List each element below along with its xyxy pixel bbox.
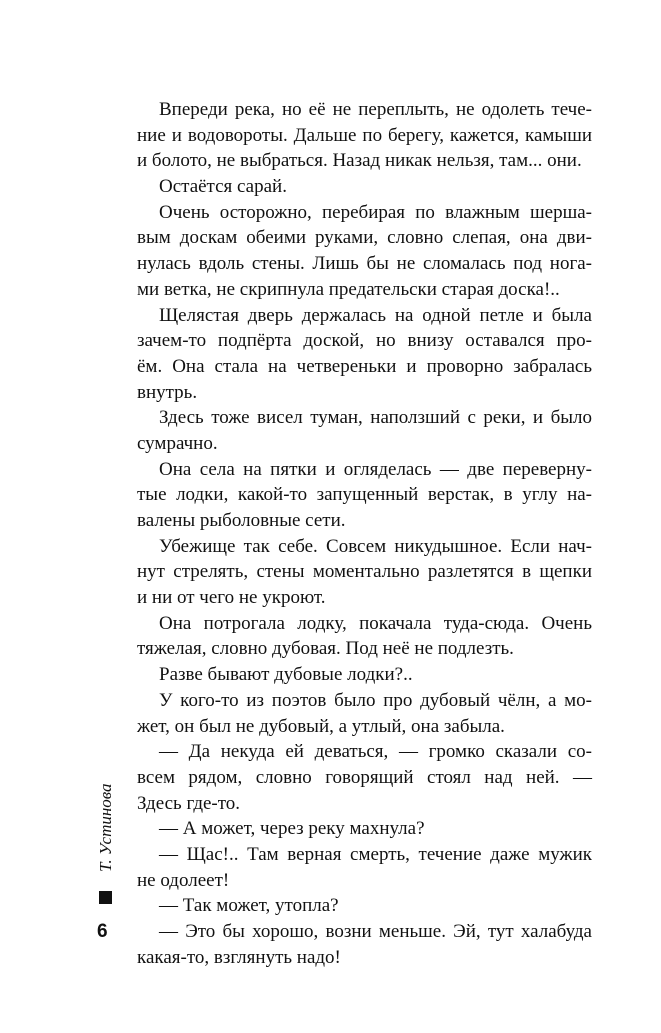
text-line: Щелястая дверь держалась на одной петле и была [159,304,592,326]
text-line: тые лодки, какой-то запущенный верстак, в углу на- [137,484,592,506]
text-line: ние и водовороты. Дальше по берегу, кажется, камыши [137,124,592,146]
text-line: — А может, через реку махнула? [159,818,425,840]
page-number: 6 [97,921,108,942]
text-line: Здесь тоже висел туман, наползший с реки, и было [159,407,592,429]
text-line: — Щас!.. Там верная смерть, течение даже мужик [159,843,592,865]
text-line: валены рыболовные сети. [137,510,346,531]
text-line: — Так может, утопла? [159,895,339,917]
text-line: сумрачно. [137,432,218,454]
text-line: Впереди река, но её не переплыть, не одолеть тече- [159,99,592,120]
text-line: Очень осторожно, перебирая по влажным шерша- [159,201,592,223]
page-marker-square [99,891,112,904]
body-text [137,97,592,970]
text-line: внутрь. [137,381,198,403]
text-line: Она потрогала лодку, покачала туда-сюда. Очень [159,612,592,634]
text-line: ём. Она стала на четвереньки и проворно забралась [137,355,592,377]
text-line: вым доскам обеими руками, словно слепая, она дви- [137,227,592,249]
text-line: тяжелая, словно дубовая. Под неё не подлезть. [137,638,514,660]
text-line: жет, он был не дубовый, а утлый, она забыла. [137,715,505,737]
text-line: — Да некуда ей деваться, — громко сказали со- [159,741,592,763]
text-line: У кого-то из поэтов было про дубовый чёлн, а мо- [159,689,592,711]
text-line: всем рядом, словно говорящий стоял над ней. — [137,766,592,788]
text-line: Она села на пятки и огляделась — две переверну- [159,458,592,480]
text-line: Разве бывают дубовые лодки?.. [159,664,413,686]
text-line: не одолеет! [137,869,230,891]
text-line: и болото, не выбраться. Назад никак нельзя, там... они. [137,150,582,172]
running-head-author: Т. Устинова [96,783,115,872]
text-line: Убежище так себе. Совсем никудышное. Если нач- [159,535,592,557]
text-line: какая-то, взглянуть надо! [137,946,341,968]
text-line: Остаётся сарай. [159,176,287,198]
text-line: нулась вдоль стены. Лишь бы не сломалась под нога- [137,253,592,275]
text-line: и ни от чего не укроют. [137,587,326,609]
text-line: Здесь где-то. [137,792,241,814]
text-line: нут стрелять, стены моментально разлетятся в щепки [137,561,592,583]
text-line: зачем-то подпёрта доской, но внизу оставался про- [137,330,592,352]
text-line: — Это бы хорошо, возни меньше. Эй, тут халабуда [159,921,592,942]
text-line: ми ветка, не скрипнула предательски старая доска!.. [137,278,560,300]
